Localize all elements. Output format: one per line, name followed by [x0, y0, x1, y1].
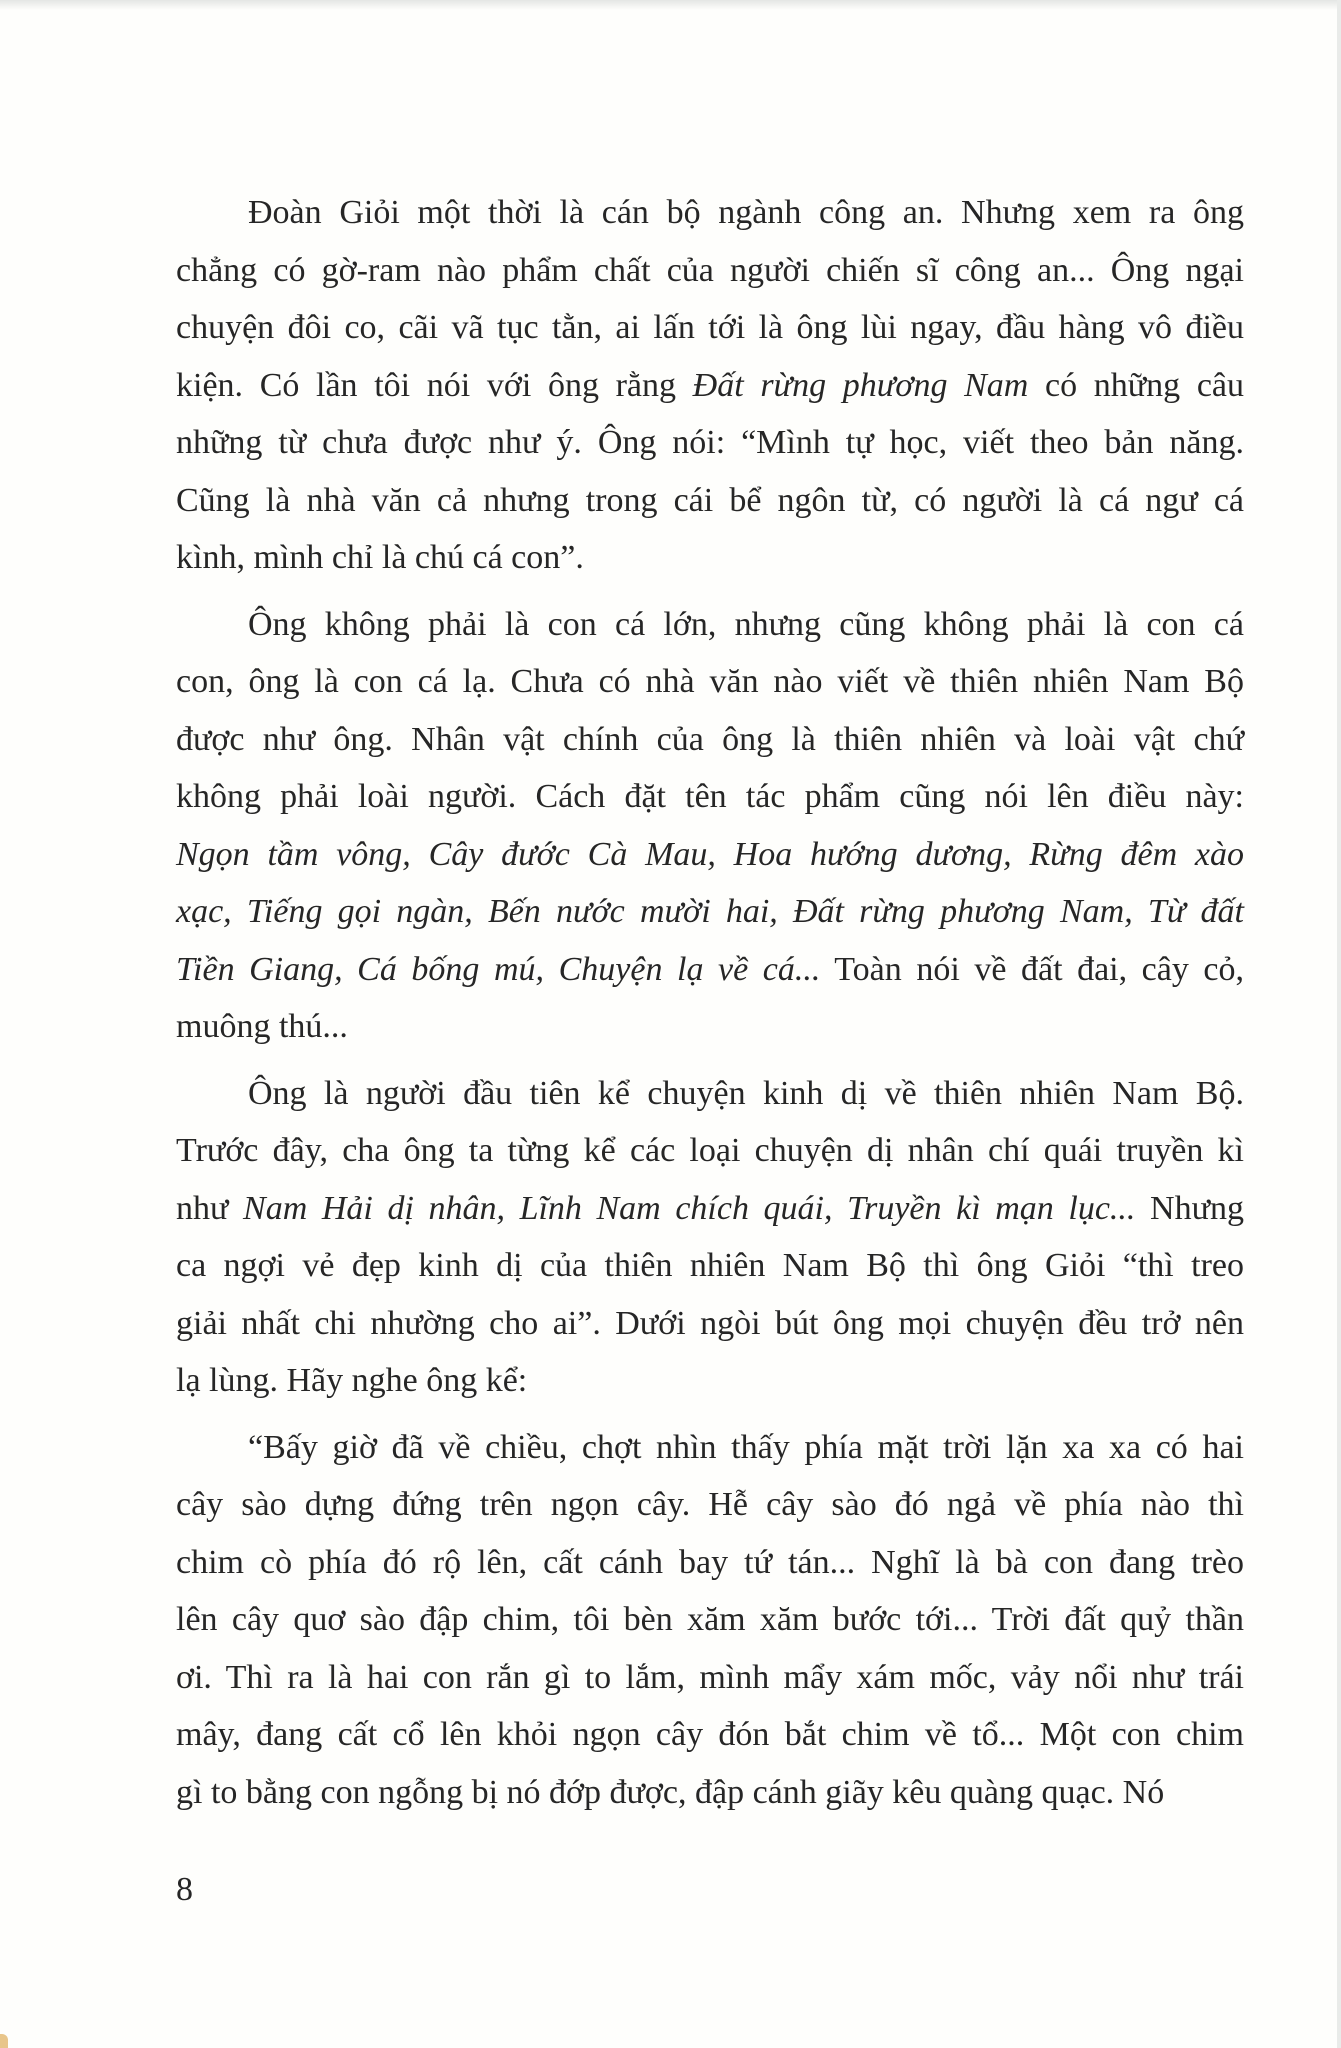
text-run: ca ngợi vẻ đẹp kinh dị của thiên nhiên Nam Bộ thì ông Giỏi “thì treo	[176, 1247, 1244, 1284]
text-run: con, ông là con cá lạ. Chưa có nhà văn nào viết về thiên nhiên Nam Bộ	[176, 663, 1244, 700]
text-line	[176, 472, 1244, 530]
text-line	[176, 653, 1244, 711]
text-line	[176, 299, 1244, 357]
text-line	[176, 1476, 1244, 1534]
text-run: Toàn nói về đất đai, cây cỏ,	[820, 950, 1244, 988]
text-run: Đoàn Giỏi một thời là cán bộ ngành công an. Nhưng xem ra ông	[248, 194, 1244, 231]
text-run: muông thú...	[176, 1008, 348, 1045]
page-number: 8	[176, 1871, 193, 1908]
text-line	[176, 768, 1244, 826]
text-line	[176, 596, 1244, 654]
text-run: gì to bằng con ngỗng bị nó đớp được, đập cánh giãy kêu quàng quạc. Nó	[176, 1773, 1165, 1811]
text-line	[176, 1352, 1244, 1410]
scan-corner-mark	[0, 2034, 8, 2048]
text-line	[176, 1764, 1244, 1822]
text-line	[176, 1534, 1244, 1592]
text-run: được như ông. Nhân vật chính của ông là thiên nhiên và loài vật chứ	[176, 720, 1244, 758]
text-run: Nhưng	[1135, 1189, 1245, 1227]
text-line	[176, 1706, 1244, 1764]
text-run: không phải loài người. Cách đặt tên tác phẩm cũng nói lên điều này:	[176, 778, 1244, 815]
text-line	[176, 529, 1244, 587]
page-right-edge	[1337, 0, 1341, 2048]
text-run: lên cây quơ sào đập chim, tôi bèn xăm xăm bước tới... Trời đất quỷ thần	[176, 1601, 1244, 1638]
text-run: chẳng có gờ-ram nào phẩm chất của người chiến sĩ công an... Ông ngại	[176, 251, 1244, 289]
text-run: “Bấy giờ đã về chiều, chợt nhìn thấy phía mặt trời lặn xa xa có hai	[248, 1428, 1244, 1466]
page-top-edge	[0, 0, 1341, 10]
text-run: kình, mình chỉ là chú cá con”.	[176, 539, 584, 576]
text-line	[176, 941, 1244, 999]
text-run: kiện. Có lần tôi nói với ông rằng	[176, 366, 693, 404]
text-run: mây, đang cất cổ lên khỏi ngọn cây đón bắt chim về tổ... Một con chim	[176, 1716, 1244, 1753]
text-run: Cũng là nhà văn cả nhưng trong cái bể ngôn từ, có người là cá ngư cá	[176, 481, 1244, 519]
paragraph	[176, 184, 1244, 587]
text-run: ơi. Thì ra là hai con rắn gì to lắm, mình mẩy xám mốc, vảy nổi như trái	[176, 1658, 1244, 1696]
text-line	[176, 826, 1244, 884]
text-run: những từ chưa được như ý. Ông nói: “Mình tự học, viết theo bản năng.	[176, 424, 1244, 461]
paragraph	[176, 1419, 1244, 1822]
italic-title: Nam Hải dị nhân, Lĩnh Nam chích quái, Truyền kì mạn lục...	[243, 1189, 1136, 1227]
italic-title: Đất rừng phương Nam	[692, 366, 1029, 404]
text-line	[176, 242, 1244, 300]
text-run: Ông không phải là con cá lớn, nhưng cũng không phải là con cá	[248, 605, 1244, 643]
body-text	[176, 184, 1244, 1821]
text-line	[176, 184, 1244, 242]
text-line	[176, 414, 1244, 472]
text-run: có những câu	[1028, 366, 1245, 404]
paragraph	[176, 596, 1244, 1056]
text-line	[176, 1295, 1244, 1353]
text-run: chuyện đôi co, cãi vã tục tằn, ai lấn tới là ông lùi ngay, đầu hàng vô điều	[176, 309, 1244, 346]
text-line	[176, 998, 1244, 1056]
text-line	[176, 883, 1244, 941]
text-run: như	[176, 1189, 244, 1227]
text-run: cây sào dựng đứng trên ngọn cây. Hễ cây sào đó ngả về phía nào thì	[176, 1486, 1244, 1523]
italic-title: xạc, Tiếng gọi ngàn, Bến nước mười hai, Đất rừng phương Nam, Từ đất	[176, 893, 1244, 930]
text-line	[176, 1419, 1244, 1477]
paragraph	[176, 1065, 1244, 1410]
text-line	[176, 1180, 1244, 1238]
text-line	[176, 1649, 1244, 1707]
text-run: Trước đây, cha ông ta từng kể các loại chuyện dị nhân chí quái truyền kì	[176, 1132, 1244, 1169]
text-line	[176, 711, 1244, 769]
text-run: chim cò phía đó rộ lên, cất cánh bay tứ tán... Nghĩ là bà con đang trèo	[176, 1543, 1244, 1581]
text-line	[176, 1237, 1244, 1295]
text-run: lạ lùng. Hãy nghe ông kể:	[176, 1362, 528, 1399]
italic-title: Ngọn tầm vông, Cây đước Cà Mau, Hoa hướng dương, Rừng đêm xào	[176, 835, 1244, 873]
text-line	[176, 1065, 1244, 1123]
italic-title: Tiền Giang, Cá bống mú, Chuyện lạ về cá...	[176, 950, 821, 988]
text-line	[176, 1122, 1244, 1180]
text-line	[176, 1591, 1244, 1649]
text-line	[176, 357, 1244, 415]
text-run: Ông là người đầu tiên kể chuyện kinh dị về thiên nhiên Nam Bộ.	[248, 1074, 1244, 1112]
text-run: giải nhất chi nhường cho ai”. Dưới ngòi bút ông mọi chuyện đều trở nên	[176, 1304, 1244, 1342]
